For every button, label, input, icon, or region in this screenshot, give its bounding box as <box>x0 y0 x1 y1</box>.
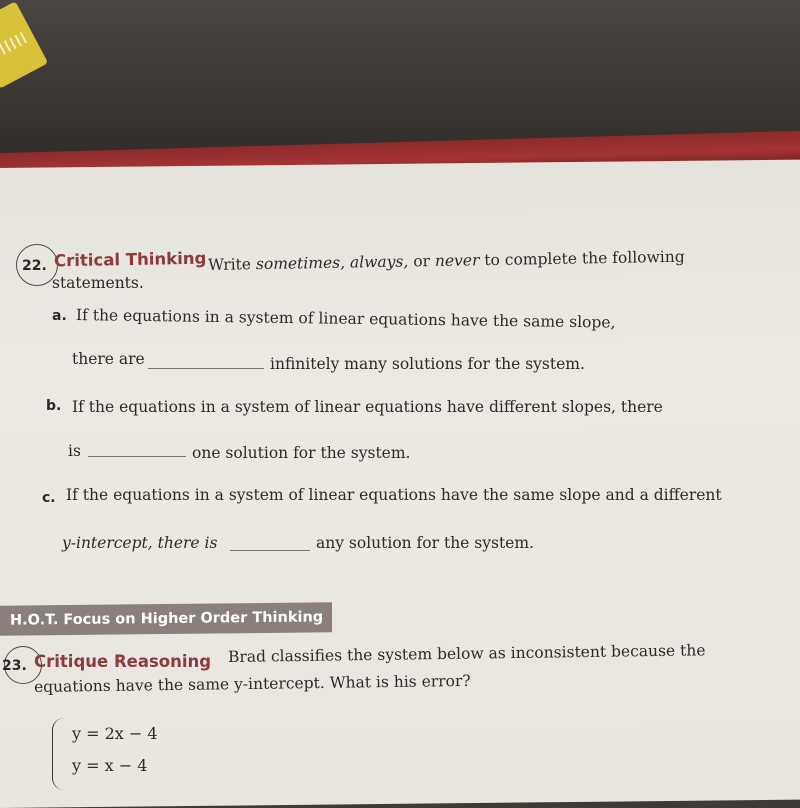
system-brace <box>52 718 67 790</box>
item-b-line1: If the equations in a system of linear equations have different slopes, there <box>72 398 663 416</box>
item-c-prefix: y-intercept, there is <box>62 534 218 552</box>
blank-a[interactable] <box>148 368 264 369</box>
problem-23-line2: equations have the same y-intercept. What is his error? <box>33 671 471 696</box>
item-c-letter: c. <box>42 490 56 506</box>
item-c-line1: If the equations in a system of linear equations have the same slope and a different <box>66 486 722 504</box>
problem-23-heading: Critique Reasoning <box>34 652 212 671</box>
item-b-letter: b. <box>46 398 62 414</box>
item-a-letter: a. <box>52 308 67 324</box>
item-b-suffix: one solution for the system. <box>192 444 411 462</box>
problem-23-number: 23. <box>2 658 27 674</box>
item-a-prefix: there are <box>72 350 145 368</box>
equation-1: y = 2x − 4 <box>72 724 158 743</box>
hot-banner: H.O.T. Focus on Higher Order Thinking <box>0 602 332 635</box>
item-a-line1: If the equations in a system of linear equations have the same slope, <box>75 306 616 332</box>
item-c-suffix: any solution for the system. <box>316 534 534 552</box>
item-a-suffix: infinitely many solutions for the system. <box>270 355 585 373</box>
equation-2: y = x − 4 <box>72 756 148 775</box>
problem-22-number: 22. <box>22 258 47 274</box>
problem-22-intro-line2: statements. <box>52 274 144 292</box>
blank-b[interactable] <box>88 456 186 457</box>
problem-23-line1: Brad classifies the system below as inconsistent because the <box>227 641 706 666</box>
problem-22-intro: Write sometimes, always, or never to complete the following <box>207 247 685 274</box>
item-b-prefix: is <box>68 442 81 460</box>
problem-22-heading: Critical Thinking <box>53 248 207 271</box>
blank-c[interactable] <box>230 550 310 551</box>
